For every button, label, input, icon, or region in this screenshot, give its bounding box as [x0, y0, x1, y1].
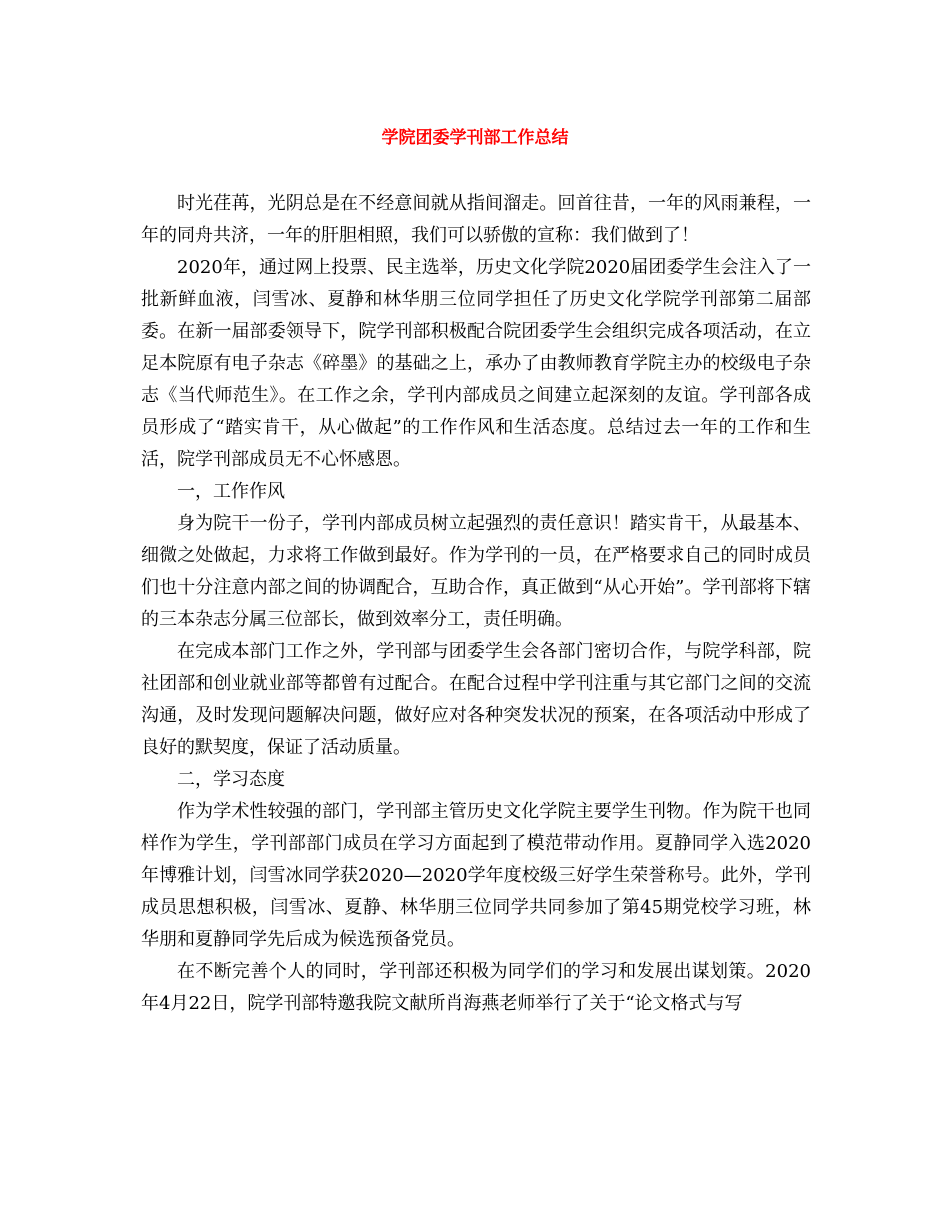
section-heading-study-attitude: 二，学习态度 — [177, 769, 285, 790]
paragraph-overview: 2020年，通过网上投票、民主选举，历史文化学院2020届团委学生会注入了一批新鲜血液，闫雪冰、夏静和林华朋三位同学担任了历史文化学院学刊部第二届部委。在新一届部委领导下，院学刊部积极配合院团委学生会组织完成各项活动，在立足本院原有电子杂志《碎墨》的基础之上，承办了由教师教育学院主办的校级电子杂志《当代师范生》。在工作之余，学刊内部成员之间建立起深刻的友谊。学刊部各成员形成了“踏实肯干，从心做起”的工作作风和生活态度。总结过去一年的工作和生活，院学刊部成员无不心怀感恩。 — [141, 257, 811, 470]
paragraph-study-attitude-1: 作为学术性较强的部门，学刊部主管历史文化学院主要学生刊物。作为院干也同样作为学生，学刊部部门成员在学习方面起到了模范带动作用。夏静同学入选2020年博雅计划，闫雪冰同学获2020—2020学年度校级三好学生荣誉称号。此外，学刊成员思想积极，闫雪冰、夏静、林华朋三位同学共同参加了第45期党校学习班，林华朋和夏静同学先后成为候选预备党员。 — [141, 801, 811, 950]
paragraph-work-style-1: 身为院干一份子，学刊内部成员树立起强烈的责任意识！踏实肯干，从最基本、细微之处做起，力求将工作做到最好。作为学刊的一员，在严格要求自己的同时成员们也十分注意内部之间的协调配合，互助合作，真正做到“从心开始”。学刊部将下辖的三本杂志分属三位部长，做到效率分工，责任明确。 — [141, 513, 811, 630]
paragraph-intro: 时光荏苒，光阴总是在不经意间就从指间溜走。回首往昔，一年的风雨兼程，一年的同舟共济，一年的肝胆相照，我们可以骄傲的宣称：我们做到了！ — [141, 193, 811, 246]
paragraph-study-attitude-2: 在不断完善个人的同时，学刊部还积极为同学们的学习和发展出谋划策。2020年4月22日，院学刊部特邀我院文献所肖海燕老师举行了关于“论文格式与写 — [141, 961, 811, 1014]
section-heading-work-style: 一，工作作风 — [177, 481, 285, 502]
paragraph-work-style-2: 在完成本部门工作之外，学刊部与团委学生会各部门密切合作，与院学科部，院社团部和创业就业部等都曾有过配合。在配合过程中学刊注重与其它部门之间的交流沟通，及时发现问题解决问题，做好应对各种突发状况的预案，在各项活动中形成了良好的默契度，保证了活动质量。 — [141, 641, 811, 758]
document-title: 学院团委学刊部工作总结 — [381, 128, 569, 148]
document-body — [141, 188, 811, 1020]
